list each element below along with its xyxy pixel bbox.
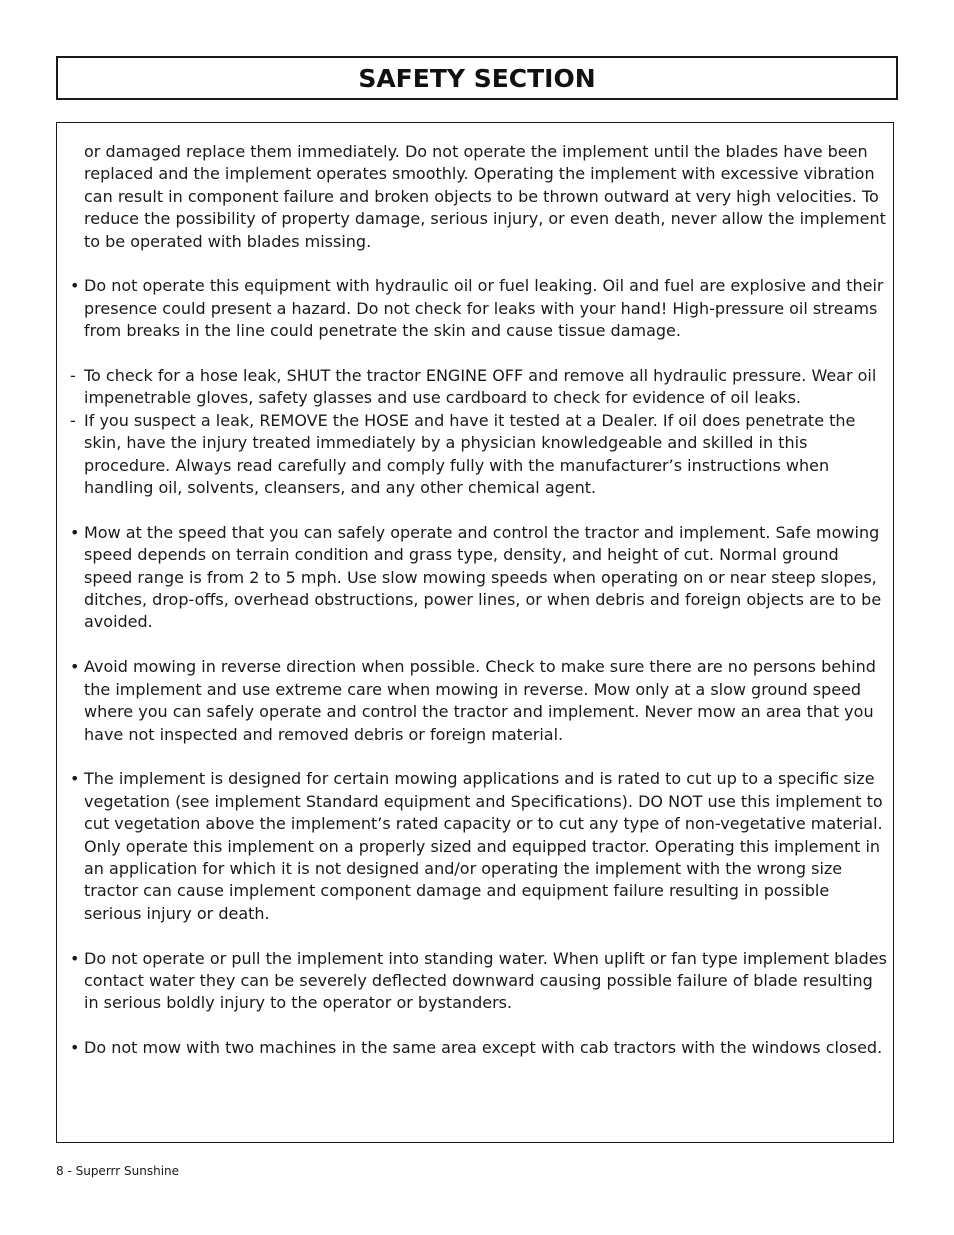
safety-content [70, 141, 890, 1082]
bullet-text: The implement is designed for certain mowing applications and is rated to cut up to a specific size vegetation (see implement Standard equipment and Specifications). DO NOT use this implement to cut vegetation above the implement’s rated capacity or to cut any type of non-vegetative material. Only operate this implement on a properly sized and equipped tractor. Operating this implement in an application for which it is not designed and/or operating the implement with the wrong size tractor can cause implement component damage and equipment failure resulting in possible serious injury or death. [84, 769, 883, 923]
section-title-box [56, 56, 898, 100]
dash-suspect-leak [70, 410, 890, 500]
bullet-marker: • [70, 276, 80, 296]
bullet-marker: • [70, 522, 80, 542]
content-box [56, 122, 894, 1143]
page-footer: 8 - Superrr Sunshine [56, 1164, 180, 1178]
dash-check-hose-leak [70, 365, 890, 410]
bullet-marker: • [70, 948, 80, 968]
bullet-hydraulic-leaks [70, 275, 890, 342]
dash-text: If you suspect a leak, REMOVE the HOSE and have it tested at a Dealer. If oil does penetrate the skin, have the injury treated immediately by a physician knowledgeable and skilled in this procedure. Always read carefully and comply fully with the manufacturer’s instructions when handling oil, solvents, cleansers, and any other chemical agent. [84, 410, 856, 498]
bullet-text: Do not operate this equipment with hydraulic oil or fuel leaking. Oil and fuel are explosive and their presence could present a hazard. Do not check for leaks with your hand! High-pressure oil streams from breaks in the line could penetrate the skin and cause tissue damage. [84, 276, 884, 341]
bullet-standing-water [70, 948, 890, 1015]
bullet-marker: • [70, 1038, 80, 1058]
bullet-reverse-mowing [70, 656, 890, 746]
dash-text: To check for a hose leak, SHUT the tractor ENGINE OFF and remove all hydraulic pressure. Wear oil impenetrable gloves, safety glasses and use cardboard to check for evidence of oil leaks. [84, 366, 877, 408]
bullet-text: Mow at the speed that you can safely operate and control the tractor and implement. Safe mowing speed depends on terrain condition and grass type, density, and height of cut. Normal ground speed range is from 2 to 5 mph. Use slow mowing speeds when operating on or near steep slopes, ditches, drop-offs, overhead obstructions, power lines, or when debris and foreign objects are to be avoided. [84, 522, 882, 632]
page-title: SAFETY SECTION [358, 63, 596, 93]
bullet-mowing-speed [70, 522, 890, 634]
bullet-two-machines [70, 1037, 890, 1059]
paragraph-text: or damaged replace them immediately. Do not operate the implement until the blades have been replaced and the implement operates smoothly. Operating the implement with excessive vibration can result in component failure and broken objects to be thrown outward at very high velocities. To reduce the possibility of property damage, serious injury, or even death, never allow the implement to be operated with blades missing. [84, 142, 886, 251]
bullet-text: Do not mow with two machines in the same area except with cab tractors with the windows closed. [84, 1038, 883, 1058]
dash-marker: - [70, 366, 76, 386]
bullet-marker: • [70, 769, 80, 789]
dash-marker: - [70, 410, 76, 430]
bullet-text: Do not operate or pull the implement into standing water. When uplift or fan type implement blades contact water they can be severely deflected downward causing possible failure of blade resulting in serious boldly injury to the operator or bystanders. [84, 948, 887, 1013]
bullet-marker: • [70, 657, 80, 677]
bullet-rated-capacity [70, 768, 890, 925]
bullet-text: Avoid mowing in reverse direction when possible. Check to make sure there are no persons behind the implement and use extreme care when mowing in reverse. Mow only at a slow ground speed where you can safely operate and control the tractor and implement. Never mow an area that you have not inspected and removed debris or foreign material. [84, 657, 876, 744]
paragraph-blades [70, 141, 890, 253]
